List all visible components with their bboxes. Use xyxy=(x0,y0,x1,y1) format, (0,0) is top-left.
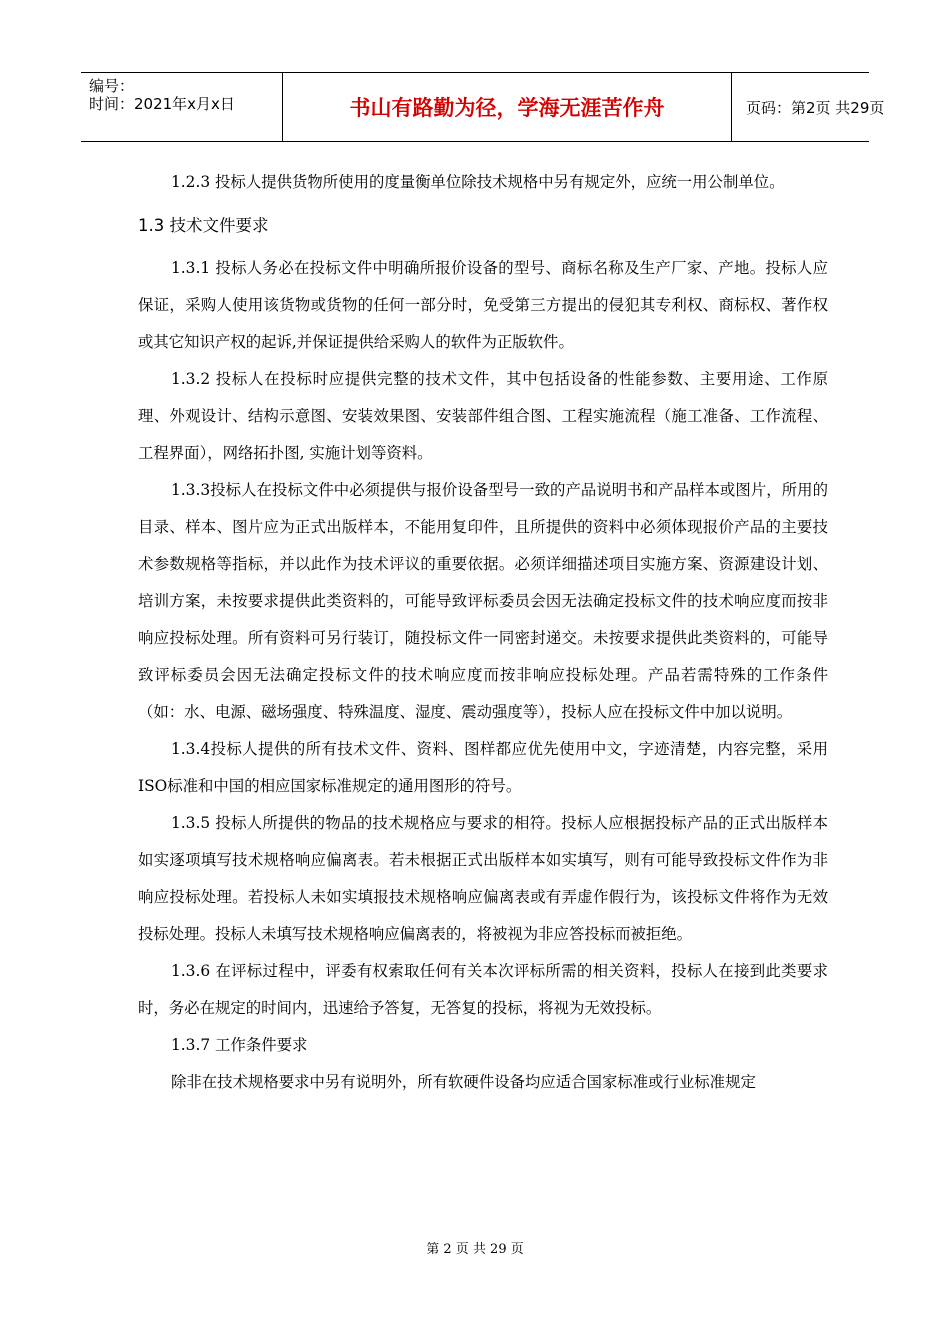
paragraph-1-2-3: 1.2.3 投标人提供货物所使用的度量衡单位除技术规格中另有规定外，应统一用公制单位。 xyxy=(171,173,785,191)
header-motto: 书山有路勤为径，学海无涯苦作舟 xyxy=(283,73,732,141)
section-heading-1-3: 1.3 技术文件要求 xyxy=(138,216,269,235)
paragraph-1-3-2: 1.3.2 投标人在投标时应提供完整的技术文件，其中包括设备的性能参数、主要用途、工作原理、外观设计、结构示意图、安装效果图、安装部件组合图、工程实施流程（施工准备、工作流程、工程界面），网络拓扑图, 实施计划等资料。 xyxy=(138,370,828,462)
document-time-label: 时间：2021年x月x日 xyxy=(89,95,235,113)
paragraph-1-3-1: 1.3.1 投标人务必在投标文件中明确所报价设备的型号、商标名称及生产厂家、产地。投标人应保证，采购人使用该货物或货物的任何一部分时，免受第三方提出的侵犯其专利权、商标权、著作权或其它知识产权的起诉,并保证提供给采购人的软件为正版软件。 xyxy=(138,259,828,351)
paragraph-1-3-7: 1.3.7 工作条件要求 xyxy=(171,1036,308,1054)
page-header xyxy=(81,72,885,142)
paragraph-1-3-6: 1.3.6 在评标过程中，评委有权索取任何有关本次评标所需的相关资料，投标人在接到此类要求时，务必在规定的时间内，迅速给予答复，无答复的投标，将视为无效投标。 xyxy=(138,962,828,1017)
header-page-info: 页码：第2页 共29页 xyxy=(746,98,885,117)
paragraph-1-3-5: 1.3.5 投标人所提供的物品的技术规格应与要求的相符。投标人应根据投标产品的正式出版样本如实逐项填写技术规格响应偏离表。若未根据正式出版样本如实填写，则有可能导致投标文件作为非响应投标处理。若投标人未如实填报技术规格响应偏离表或有弄虚作假行为，该投标文件将作为无效投标处理。投标人未填写技术规格响应偏离表的，将被视为非应答投标而被拒绝。 xyxy=(138,814,828,943)
document-body xyxy=(138,164,828,1101)
document-number-label: 编号： xyxy=(89,77,135,95)
paragraph-1-3-3: 1.3.3投标人在投标文件中必须提供与报价设备型号一致的产品说明书和产品样本或图片，所用的目录、样本、图片应为正式出版样本，不能用复印件，且所提供的资料中必须体现报价产品的主要技术参数规格等指标，并以此作为技术评议的重要依据。必须详细描述项目实施方案、资源建设计划、培训方案，未按要求提供此类资料的，可能导致评标委员会因无法确定投标文件的技术响应度而按非响应投标处理。所有资料可另行装订，随投标文件一同密封递交。未按要求提供此类资料的，可能导致评标委员会因无法确定投标文件的技术响应度而按非响应投标处理。产品若需特殊的工作条件（如：水、电源、磁场强度、特殊温度、湿度、震动强度等），投标人应在投标文件中加以说明。 xyxy=(138,481,828,721)
header-meta xyxy=(81,73,283,141)
page-footer: 第 2 页 共 29 页 xyxy=(426,1242,524,1257)
paragraph-1-3-4: 1.3.4投标人提供的所有技术文件、资料、图样都应优先使用中文，字迹清楚，内容完整，采用ISO标准和中国的相应国家标准规定的通用图形的符号。 xyxy=(138,740,828,795)
paragraph-continuation: 除非在技术规格要求中另有说明外，所有软硬件设备均应适合国家标准或行业标准规定 xyxy=(171,1073,756,1091)
